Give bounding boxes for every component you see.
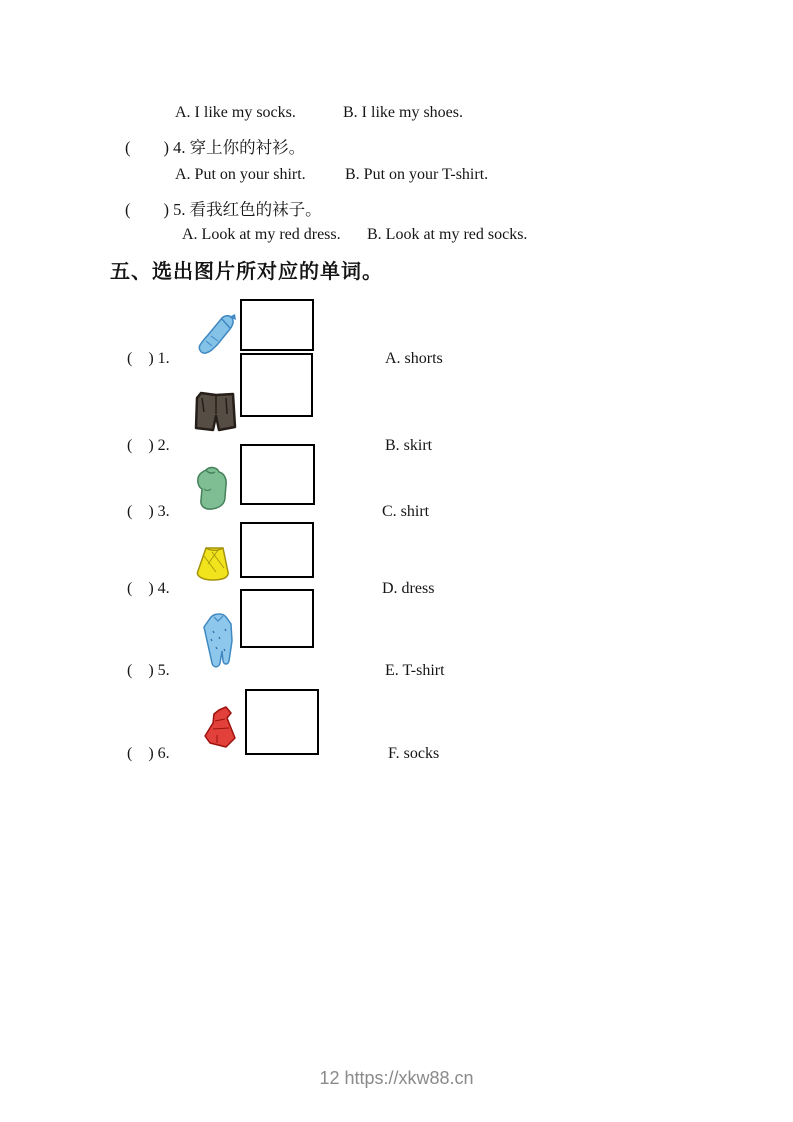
match-5-number: ( ) 5. [127, 662, 170, 679]
match-5-answer-box[interactable] [240, 589, 314, 648]
match-1-number: ( ) 1. [127, 350, 170, 367]
match-1-answer-box[interactable] [240, 299, 314, 351]
match-3-number: ( ) 3. [127, 503, 170, 520]
sock-image [196, 311, 240, 356]
sock-shape [199, 316, 233, 353]
jacket-shape [204, 614, 232, 667]
match-3-option: C. shirt [382, 503, 430, 520]
question3-option-b: B. I like my shoes. [343, 104, 463, 121]
match-1-option: A. shorts [385, 350, 443, 367]
dress-shape [205, 707, 235, 747]
question5-text: ( ) 5. 看我红色的袜子。 [125, 200, 322, 219]
shorts-image [192, 388, 238, 433]
question4-option-b: B. Put on your T-shirt. [345, 166, 489, 183]
question5-option-a: A. Look at my red dress. [182, 226, 341, 243]
question4-text: ( ) 4. 穿上你的衬衫。 [125, 138, 306, 157]
match-4-option: D. dress [382, 580, 435, 597]
match-2-answer-box[interactable] [240, 353, 313, 417]
match-6-number: ( ) 6. [127, 745, 170, 762]
question4-option-a: A. Put on your shirt. [175, 166, 306, 183]
page-footer [0, 1068, 793, 1089]
question5-option-b: B. Look at my red socks. [367, 226, 528, 243]
match-6-option: F. socks [388, 745, 440, 762]
match-5-option: E. T-shirt [385, 662, 445, 679]
skirt-image [196, 544, 231, 583]
match-3-answer-box[interactable] [240, 444, 315, 505]
page-number: 12 [319, 1068, 340, 1088]
match-6-answer-box[interactable] [245, 689, 319, 755]
dress-image [201, 705, 239, 749]
shirt-image [192, 465, 231, 511]
jacket-image [197, 611, 239, 669]
question3-option-a: A. I like my socks. [175, 104, 296, 121]
match-4-number: ( ) 4. [127, 580, 170, 597]
match-4-answer-box[interactable] [240, 522, 314, 578]
match-2-option: B. skirt [385, 437, 433, 454]
match-2-number: ( ) 2. [127, 437, 170, 454]
footer-url: https://xkw88.cn [344, 1068, 474, 1088]
section-title: 五、选出图片所对应的单词。 [110, 261, 383, 283]
